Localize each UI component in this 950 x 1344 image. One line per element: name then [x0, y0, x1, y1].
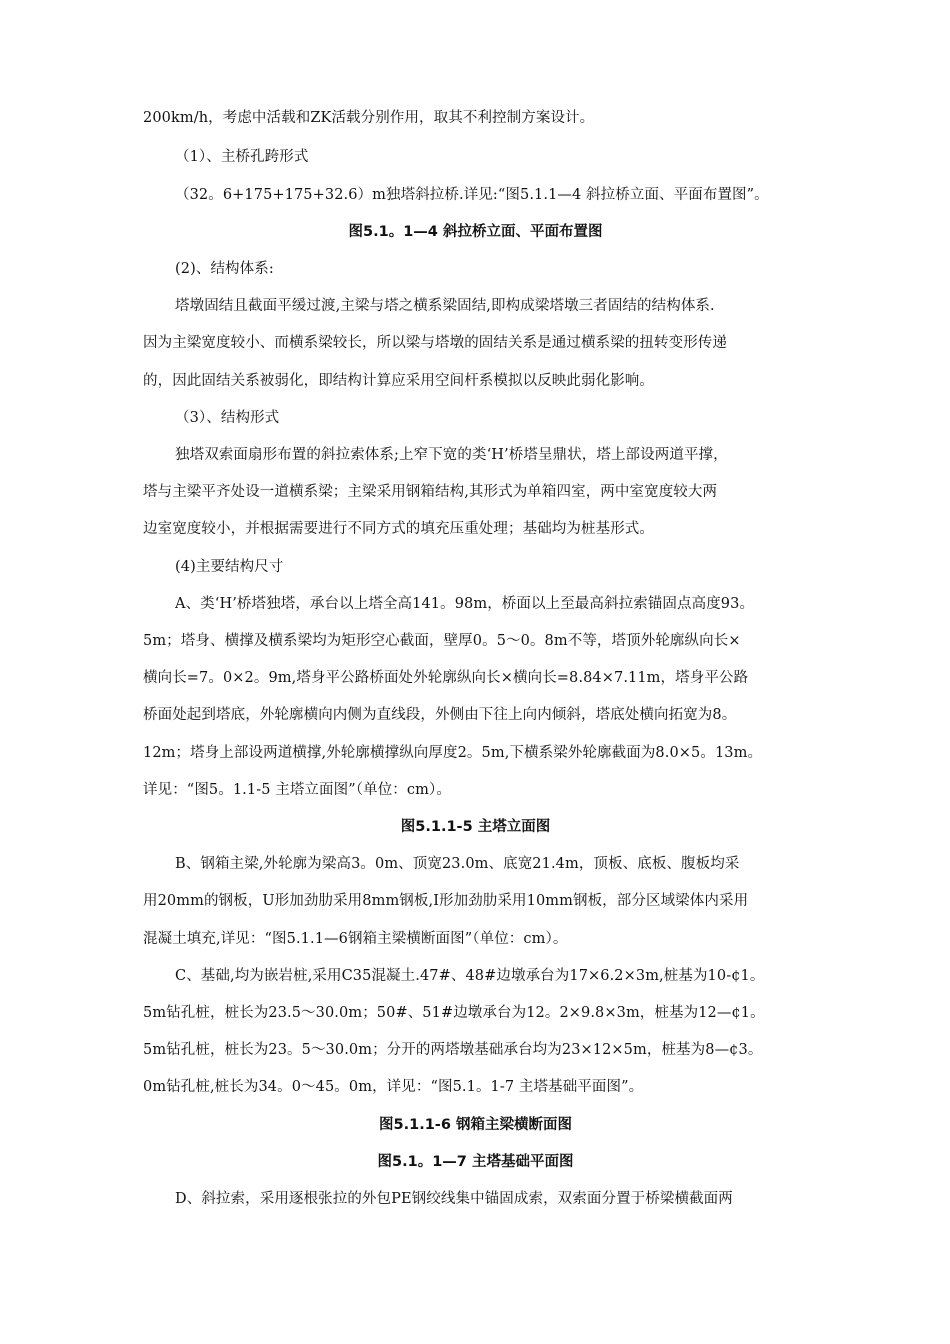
paragraph-line: 5m；塔身、横撑及横系梁均为矩形空心截面，壁厚0。5～0。8m不等，塔顶外轮廓纵向长× — [143, 633, 741, 649]
paragraph-line: 5m钻孔桩，桩长为23.5～30.0m；50#、51#边墩承台为12。2×9.8×3m，桩基为12—¢1。 — [143, 1005, 765, 1021]
paragraph-line: A、类‘H’桥塔独塔，承台以上塔全高141。98m，桥面以上至最高斜拉索锚固点高度93。 — [175, 596, 755, 612]
section-heading: (4)主要结构尺寸 — [175, 559, 284, 575]
paragraph-line: 混凝土填充,详见：“图5.1.1—6钢箱主梁横断面图”（单位：cm）。 — [143, 931, 568, 947]
paragraph-line: 塔与主梁平齐处设一道横系梁；主梁采用钢箱结构,其形式为单箱四室，两中室宽度较大两 — [143, 484, 718, 500]
paragraph-line: D、斜拉索，采用逐根张拉的外包PE钢绞线集中锚固成索，双索面分置于桥梁横截面两 — [175, 1191, 733, 1207]
paragraph-line: C、基础,均为嵌岩桩,采用C35混凝土.47#、48#边墩承台为17×6.2×3m,桩基为10-¢1。 — [175, 968, 765, 984]
paragraph-line: B、钢箱主梁,外轮廓为梁高3。0m、顶宽23.0m、底宽21.4m，顶板、底板、腹板均采 — [175, 856, 740, 872]
paragraph-line: 塔墩固结且截面平缓过渡,主梁与塔之横系梁固结,即构成梁塔墩三者固结的结构体系. — [175, 298, 715, 314]
paragraph-line: 桥面处起到塔底，外轮廓横向内侧为直线段，外侧由下往上向内倾斜，塔底处横向拓宽为8。 — [143, 707, 737, 723]
paragraph-line: 的，因此固结关系被弱化，即结构计算应采用空间杆系模拟以反映此弱化影响。 — [143, 373, 654, 389]
paragraph-line: 独塔双索面扇形布置的斜拉索体系;上窄下宽的类‘H’桥塔呈鼎状，塔上部设两道平撑， — [175, 447, 728, 463]
figure-caption: 图5.1。1—7 主塔基础平面图 — [377, 1154, 574, 1170]
paragraph-line: 5m钻孔桩，桩长为23。5～30.0m；分开的两塔墩基础承台均为23×12×5m，桩基为8—¢3。 — [143, 1042, 763, 1058]
paragraph-line: 详见：“图5。1.1-5 主塔立面图”（单位：cm）。 — [143, 782, 451, 798]
paragraph-line: 用20mm的钢板，U形加劲肋采用8mm钢板,I形加劲肋采用10mm钢板，部分区域梁体内采用 — [143, 893, 749, 909]
paragraph-line: 0m钻孔桩,桩长为34。0～45。0m，详见：“图5.1。1-7 主塔基础平面图”。 — [143, 1079, 644, 1095]
figure-caption: 图5.1。1—4 斜拉桥立面、平面布置图 — [348, 224, 603, 240]
section-heading: （1）、主桥孔跨形式 — [175, 149, 309, 165]
figure-caption: 图5.1.1-5 主塔立面图 — [400, 819, 551, 835]
section-heading: （3）、结构形式 — [175, 410, 280, 426]
section-heading: (2)、结构体系: — [175, 261, 274, 277]
paragraph-line: 横向长=7。0×2。9m,塔身平公路桥面处外轮廓纵向长×横向长=8.84×7.11m，塔身平公路 — [143, 670, 749, 686]
paragraph-line: 12m；塔身上部设两道横撑,外轮廓横撑纵向厚度2。5m,下横系梁外轮廓截面为8.0×5。13m。 — [143, 745, 763, 761]
paragraph-line: 200km/h，考虑中活载和ZK活载分别作用，取其不利控制方案设计。 — [143, 110, 595, 126]
figure-caption: 图5.1.1-6 钢箱主梁横断面图 — [379, 1117, 572, 1133]
paragraph-line: 因为主梁宽度较小、而横系梁较长，所以梁与塔墩的固结关系是通过横系梁的扭转变形传递 — [143, 335, 727, 351]
paragraph-line: （32。6+175+175+32.6）m独塔斜拉桥.详见:“图5.1.1—4 斜拉桥立面、平面布置图”。 — [175, 187, 769, 203]
paragraph-line: 边室宽度较小，并根据需要进行不同方式的填充压重处理；基础均为桩基形式。 — [143, 521, 654, 537]
